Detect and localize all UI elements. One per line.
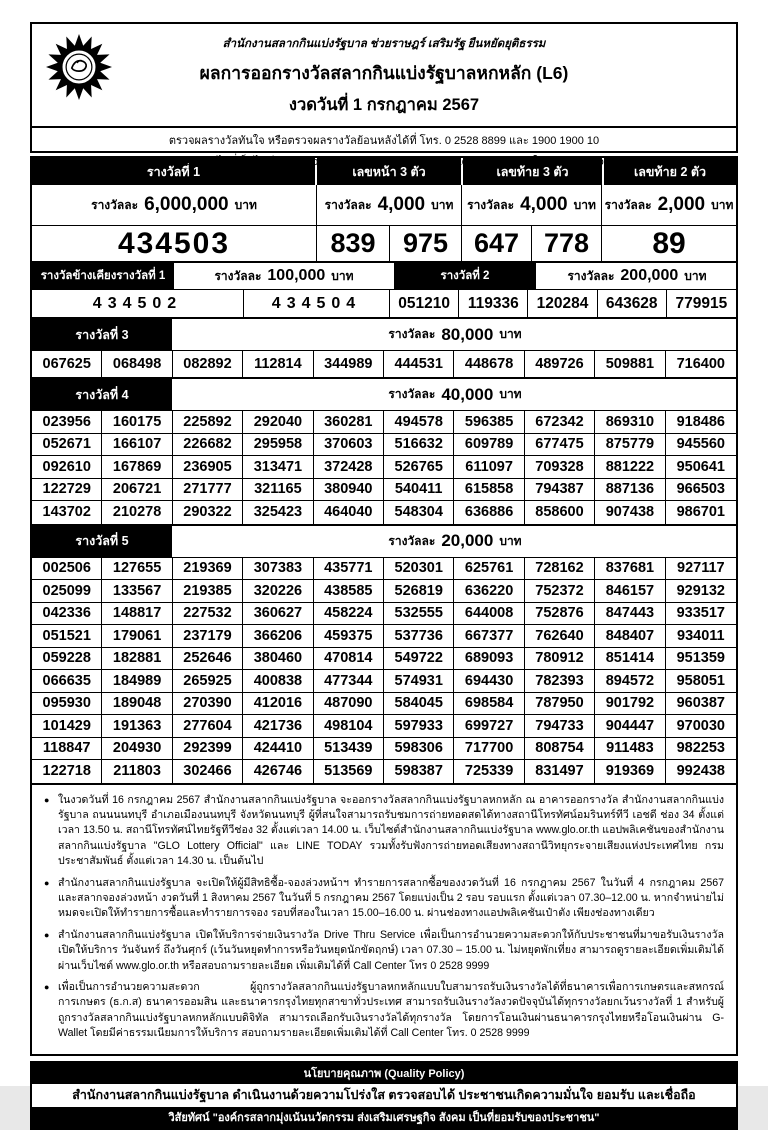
- prize-number: 970030: [666, 715, 736, 738]
- front3-amount: รางวัลละ 4,000 บาท: [317, 185, 462, 225]
- prize-number: 851414: [595, 648, 665, 671]
- last3-number-1: 647: [462, 226, 532, 261]
- prize-number: 598306: [384, 738, 454, 761]
- prize-number: 236905: [173, 456, 243, 479]
- prize-number: 360627: [243, 603, 313, 626]
- neighbor-prize2-number-row: [32, 289, 736, 317]
- prize-number: 907438: [595, 501, 665, 524]
- prize-number: 133567: [102, 580, 172, 603]
- prize-number: 725339: [454, 760, 524, 783]
- note-prize-claim: ● เพื่อเป็นการอำนวยความสะดวก ผู้ถูกรางวัลสลากกินแบ่งรัฐบาลหกหลักแบบใบสามารถรับเงินรางวัลได้ที่ธนาคารเพื่อการเกษตรและสหกรณ์การเกษตร (ธ.ก.ส) ธนาคารออมสิน และธนาคารกรุงไทยทุกสาขาทั่วประเทศ สามารถรับเงินรางวัลงวดปัจจุบันได้ทุกรางวัลยกเว้นรางวัลที่ 1 สำหรับผู้ถูกรางวัลสลากกินแบ่งรัฐบาลหกหลักแบบดิจิทัล สามารถเลือกรับเงินรางวัลได้ทุกรางวัล โดยการโอนเงินผ่านธนาคารกรุงไทยหรือโอนเงินผ่าน G-Wallet โดยมีค่าธรรมเนียมการให้บริการ สอบถามรายละเอียดเพิ่มเติมได้ที่ Call Center โทร. 0 2528 9999: [44, 980, 724, 1042]
- prize1-amount-row: [32, 185, 736, 225]
- prize-number: 532555: [384, 603, 454, 626]
- neighbor-prize2-section: [32, 261, 736, 317]
- prize-number: 160175: [102, 411, 172, 434]
- prize-number: 092610: [32, 456, 102, 479]
- prize-number: 167869: [102, 456, 172, 479]
- neighbor-prize2-header-row: [32, 263, 736, 289]
- prize-number: 762640: [525, 625, 595, 648]
- prize-number: 584045: [384, 693, 454, 716]
- prize-number: 470814: [314, 648, 384, 671]
- prize-number: 112814: [243, 351, 313, 377]
- prize-number: 118847: [32, 738, 102, 761]
- prize-number: 918486: [666, 411, 736, 434]
- prize4-header-row: [32, 379, 736, 410]
- prize-number: 929132: [666, 580, 736, 603]
- neighbor-label: รางวัลข้างเคียงรางวัลที่ 1: [32, 263, 174, 289]
- prize-number: 292040: [243, 411, 313, 434]
- prize-number: 513439: [314, 738, 384, 761]
- last2-amount: รางวัลละ 2,000 บาท: [604, 194, 734, 215]
- prize3-section: [32, 317, 736, 377]
- prize-number: 270390: [173, 693, 243, 716]
- prize-number: 307383: [243, 558, 313, 581]
- prize2-number: 779915: [675, 294, 728, 312]
- prize-number: 052671: [32, 434, 102, 457]
- page-title: ผลการออกรางวัลสลากกินแบ่งรัฐบาลหกหลัก (L6): [199, 63, 569, 83]
- note-presale: ● สำนักงานสลากกินแบ่งรัฐบาล จะเปิดให้ผู้มีสิทธิซื้อ-จองล่วงหน้าฯ ทำรายการสลากซื้อของงวดวันที่ 16 กรกฎาคม 2567 ในวันที่ 4 กรกฎาคม 2567 และสลากจองล่วงหน้า งวดวันที่ 1 สิงหาคม 2567 ในวันที่ 5 กรกฎาคม 2567 โดยแบ่งเป็น 2 รอบ รอบแรก ตั้งแต่เวลา 07.30–12.00 น. หากจำหน่ายไม่หมดจะเปิดให้ทำรายการซื้อและทำรายการจอง รอบที่สองในเวลา 15.00–16.00 น. ผ่านช่องทางแอปพลิเคชันเป๋าตัง เพียงช่องทางเดียว: [44, 876, 724, 922]
- prize-number: 960387: [666, 693, 736, 716]
- prize5-header-row: [32, 526, 736, 557]
- prize-number: 321165: [243, 479, 313, 502]
- footer-section: [30, 1061, 738, 1130]
- prize1-number: 434503: [32, 226, 317, 261]
- prize-number: 858600: [525, 501, 595, 524]
- prize3-label: รางวัลที่ 3: [32, 319, 174, 350]
- prize-number: 068498: [102, 351, 172, 377]
- prize-number: 709328: [525, 456, 595, 479]
- prize-number: 667377: [454, 625, 524, 648]
- last3-number-2: 778: [532, 226, 602, 261]
- prize-number: 370603: [314, 434, 384, 457]
- prize-number: 182881: [102, 648, 172, 671]
- prize-number: 808754: [525, 738, 595, 761]
- prize-number: 458224: [314, 603, 384, 626]
- prize-number: 549722: [384, 648, 454, 671]
- results-table: [30, 156, 738, 1056]
- prize3-amount: รางวัลละ 80,000 บาท: [388, 324, 522, 344]
- prize-number: 992438: [676, 763, 725, 780]
- prize-number: 636220: [454, 580, 524, 603]
- prize-number: 290322: [173, 501, 243, 524]
- prize1-label: รางวัลที่ 1: [32, 158, 315, 185]
- prize2-amount: รางวัลละ 200,000 บาท: [567, 267, 707, 284]
- prize-number: 435771: [314, 558, 384, 581]
- prize-number: 360281: [314, 411, 384, 434]
- prize-number: 179061: [102, 625, 172, 648]
- prize-number: 226682: [173, 434, 243, 457]
- prize-number: 848407: [595, 625, 665, 648]
- prize-number: 372428: [314, 456, 384, 479]
- prize-number: 699727: [454, 715, 524, 738]
- prize-number: 494578: [384, 411, 454, 434]
- prize-number: 025099: [32, 580, 102, 603]
- note-drive-thru: ● สำนักงานสลากกินแบ่งรัฐบาล เปิดให้บริการจ่ายเงินรางวัล Drive Thru Service เพื่อเป็นการอำนวยความสะดวกให้กับประชาชนที่มาขอรับเงินรางวัล เปิดให้บริการ วันจันทร์ ถึงวันศุกร์ (เว้นวันหยุดทำการหรือวันหยุดนักขัตฤกษ์) เวลา 07.30 – 15.00 น. ไม่หยุดพักเที่ยง สามารถดูรายละเอียดเพิ่มเติมได้ผ่านเว็บไซต์ www.glo.or.th หรือสอบถามรายละเอียด เพิ่มเติมได้ที่ Call Center โทร 0 2528 9999: [44, 928, 724, 974]
- prize-number: 204930: [102, 738, 172, 761]
- prize-number: 051521: [32, 625, 102, 648]
- sheet-content: [30, 22, 738, 1130]
- prize-number: 787950: [525, 693, 595, 716]
- prize2-number: 120284: [528, 290, 597, 317]
- prize-number: 143702: [32, 501, 102, 524]
- prize2-label: รางวัลที่ 2: [394, 263, 536, 289]
- prize-number: 782393: [525, 670, 595, 693]
- note-broadcast: ● ในงวดวันที่ 16 กรกฎาคม 2567 สำนักงานสลากกินแบ่งรัฐบาล จะออกรางวัลสลากกินแบ่งรัฐบาลหกหลัก ณ อาคารออกรางวัล สำนักงานสลากกินแบ่งรัฐบาล ถนนนนทบุรี อำเภอเมืองนนทบุรี จังหวัดนนทบุรี ผู้ที่สนใจสามารถรับชมการถ่ายทอดสดได้ทางสถานีโทรทัศน์อมรินทร์ทีวี เอชดี ช่อง 34 ตั้งแต่เวลา 13.50 น. สถานีโทรทัศน์ไทยรัฐทีวีช่อง 32 ตั้งแต่เวลา 14.00 น. เว็บไซต์สำนักงานสลากกินแบ่งรัฐบาล www.glo.or.th แอปพลิเคชันของสำนักงานสลากกินแบ่งรัฐบาล "GLO Lottery Official" และ LINE TODAY รวมทั้งรับฟังการถ่ายทอดเสียงทางสถานีวิทยุกระจายเสียงแห่งประเทศไทย กรมประชาสัมพันธ์ ตั้งแต่เวลา 14.30 น. เป็นต้นไป: [44, 793, 724, 870]
- prize-number: 320226: [243, 580, 313, 603]
- prize-number: 295958: [243, 434, 313, 457]
- prize-number: 366206: [243, 625, 313, 648]
- neighbor-amount: รางวัลละ 100,000 บาท: [214, 267, 354, 284]
- prize-number: 219369: [173, 558, 243, 581]
- header-divider: [32, 126, 736, 128]
- last2-number: 89: [652, 226, 686, 260]
- prize-number: 438585: [314, 580, 384, 603]
- prize-number: 400838: [243, 670, 313, 693]
- prize-number: 847443: [595, 603, 665, 626]
- prize-number: 184989: [102, 670, 172, 693]
- prize-number: 982253: [666, 738, 736, 761]
- prize-number: 082892: [173, 351, 243, 377]
- prize-number: 644008: [454, 603, 524, 626]
- prize-number: 894572: [595, 670, 665, 693]
- prize-number: 424410: [243, 738, 313, 761]
- prize3-numbers-grid: [32, 350, 736, 377]
- header-motto: สำนักงานสลากกินแบ่งรัฐบาล ช่วยราษฎร์ เสริมรัฐ ยืนหยัดยุติธรรม: [222, 38, 546, 50]
- check-info-phone: ตรวจผลรางวัลทันใจ หรือตรวจผลรางวัลย้อนหลังได้ที่ โทร. 0 2528 8899 และ 1900 1900 10: [168, 135, 600, 147]
- prize-number: 958051: [666, 670, 736, 693]
- prize-number: 934011: [666, 625, 736, 648]
- last3-amount: รางวัลละ 4,000 บาท: [462, 185, 602, 225]
- prize5-section: [32, 524, 736, 783]
- prize-number: 211803: [102, 760, 172, 783]
- prize1-section: [32, 158, 736, 261]
- prize-number: 191363: [102, 715, 172, 738]
- front3-number-2: 975: [390, 226, 462, 261]
- prize-number: 526765: [384, 456, 454, 479]
- prize-number: 752372: [525, 580, 595, 603]
- prize-number: 127655: [102, 558, 172, 581]
- prize2-number: 643628: [598, 290, 667, 317]
- prize-number: 148817: [102, 603, 172, 626]
- prize-number: 526819: [384, 580, 454, 603]
- prize-number: 831497: [525, 760, 595, 783]
- prize-number: 887136: [595, 479, 665, 502]
- front3-number-1: 839: [317, 226, 390, 261]
- prize-number: 625761: [454, 558, 524, 581]
- prize-number: 598387: [384, 760, 454, 783]
- prize-number: 540411: [384, 479, 454, 502]
- prize-number: 412016: [243, 693, 313, 716]
- prize-number: 794733: [525, 715, 595, 738]
- prize-number: 752876: [525, 603, 595, 626]
- prize-number: 252646: [173, 648, 243, 671]
- prize-number: 728162: [525, 558, 595, 581]
- prize-number: 597933: [384, 715, 454, 738]
- prize4-amount: รางวัลละ 40,000 บาท: [388, 384, 522, 404]
- prize-number: 911483: [595, 738, 665, 761]
- prize-number: 951359: [666, 648, 736, 671]
- prize-number: 513569: [314, 760, 384, 783]
- prize-number: 636886: [454, 501, 524, 524]
- prize-number: 966503: [666, 479, 736, 502]
- prize-number: 271777: [173, 479, 243, 502]
- check-info-internet: ตรวจผลรางวัลทาง Internet ได้ที่เว็บไซต์ www.glo.or.th และ Application "GLO Lottery Official" ในระบบ Android และระบบ iOS: [85, 156, 683, 168]
- prize-number: 574931: [384, 670, 454, 693]
- prize-number: 677475: [525, 434, 595, 457]
- prize-number: 933517: [666, 603, 736, 626]
- glo-seal-icon: [46, 34, 112, 100]
- prize-number: 520301: [384, 558, 454, 581]
- prize-number: 537736: [384, 625, 454, 648]
- prize-number: 166107: [102, 434, 172, 457]
- prize-number: 227532: [173, 603, 243, 626]
- prize-number: 225892: [173, 411, 243, 434]
- prize-number: 265925: [173, 670, 243, 693]
- prize-number: 717700: [454, 738, 524, 761]
- prize-number: 509881: [595, 351, 665, 377]
- prize-number: 837681: [595, 558, 665, 581]
- prize-number: 609789: [454, 434, 524, 457]
- prize-number: 421736: [243, 715, 313, 738]
- prize-number: 210278: [102, 501, 172, 524]
- quality-policy-text: สำนักงานสลากกินแบ่งรัฐบาล ดำเนินงานด้วยความโปร่งใส ตรวจสอบได้ ประชาชนเกิดความมั่นใจ ยอมรับ และเชื่อถือ: [32, 1084, 736, 1107]
- prize-number: 875779: [595, 434, 665, 457]
- prize2-number: 051210: [390, 290, 459, 317]
- prize-number: 780912: [525, 648, 595, 671]
- prize1-number-row: [32, 225, 736, 261]
- prize-number: 498104: [314, 715, 384, 738]
- prize-number: 698584: [454, 693, 524, 716]
- prize-number: 302466: [173, 760, 243, 783]
- prize-number: 059228: [32, 648, 102, 671]
- prize-number: 596385: [454, 411, 524, 434]
- prize-number: 846157: [595, 580, 665, 603]
- prize-number: 292399: [173, 738, 243, 761]
- prize4-section: [32, 377, 736, 524]
- prize-number: 101429: [32, 715, 102, 738]
- prize-number: 189048: [102, 693, 172, 716]
- draw-date: งวดวันที่ 1 กรกฎาคม 2567: [288, 96, 480, 114]
- prize-number: 066635: [32, 670, 102, 693]
- prize-number: 206721: [102, 479, 172, 502]
- prize-number: 869310: [595, 411, 665, 434]
- prize2-number: 119336: [459, 290, 528, 317]
- prize-number: 464040: [314, 501, 384, 524]
- prize-number: 689093: [454, 648, 524, 671]
- prize-number: 023956: [32, 411, 102, 434]
- prize-number: 615858: [454, 479, 524, 502]
- prize4-numbers-grid: [32, 410, 736, 524]
- prize5-amount: รางวัลละ 20,000 บาท: [388, 531, 522, 550]
- notes-section: [32, 783, 736, 1054]
- prize-number: 380940: [314, 479, 384, 502]
- prize-number: 487090: [314, 693, 384, 716]
- prize-number: 927117: [666, 558, 736, 581]
- prize-number: 694430: [454, 670, 524, 693]
- quality-policy-title: นโยบายคุณภาพ (Quality Policy): [32, 1063, 736, 1084]
- prize-number: 122729: [32, 479, 102, 502]
- neighbor-number-2: 434504: [244, 290, 390, 317]
- prize-number: 794387: [525, 479, 595, 502]
- prize-number: 986701: [676, 504, 725, 521]
- prize-number: 380460: [243, 648, 313, 671]
- vision-text: วิสัยทัศน์ "องค์กรสลากมุ่งเน้นนวัตกรรม ส่งเสริมเศรษฐกิจ สังคม เป็นที่ยอมรับของประชาชน": [32, 1107, 736, 1128]
- prize-number: 904447: [595, 715, 665, 738]
- prize-number: 444531: [384, 351, 454, 377]
- prize5-label: รางวัลที่ 5: [32, 526, 174, 557]
- prize-number: 344989: [314, 351, 384, 377]
- prize-number: 881222: [595, 456, 665, 479]
- prize-number: 313471: [243, 456, 313, 479]
- prize-number: 042336: [32, 603, 102, 626]
- prize1-amount: รางวัลละ 6,000,000 บาท: [32, 185, 317, 225]
- prize-number: 950641: [666, 456, 736, 479]
- prize-number: 122718: [32, 760, 102, 783]
- prize-number: 095930: [32, 693, 102, 716]
- prize-number: 219385: [173, 580, 243, 603]
- prize-number: 901792: [595, 693, 665, 716]
- prize-number: 489726: [525, 351, 595, 377]
- header-section: [30, 22, 738, 168]
- prize5-numbers-grid: [32, 557, 736, 783]
- prize-number: 002506: [32, 558, 102, 581]
- prize-number: 426746: [243, 760, 313, 783]
- front3-label: เลขหน้า 3 ตัว: [317, 158, 461, 185]
- prize-number: 945560: [666, 434, 736, 457]
- prize-number: 548304: [384, 501, 454, 524]
- prize-number: 325423: [243, 501, 313, 524]
- prize-number: 237179: [173, 625, 243, 648]
- prize-number: 477344: [314, 670, 384, 693]
- prize-number: 448678: [454, 351, 524, 377]
- prize-number: 919369: [595, 760, 665, 783]
- last3-label: เลขท้าย 3 ตัว: [463, 158, 602, 185]
- prize-number: 716400: [676, 356, 725, 372]
- prize-number: 516632: [384, 434, 454, 457]
- prize3-header-row: [32, 319, 736, 350]
- prize-number: 067625: [32, 351, 102, 377]
- prize-number: 672342: [525, 411, 595, 434]
- prize4-label: รางวัลที่ 4: [32, 379, 174, 410]
- last2-label: เลขท้าย 2 ตัว: [604, 158, 736, 185]
- prize-number: 611097: [454, 456, 524, 479]
- prize-number: 277604: [173, 715, 243, 738]
- neighbor-number-1: 434502: [32, 290, 244, 317]
- prize-number: 459375: [314, 625, 384, 648]
